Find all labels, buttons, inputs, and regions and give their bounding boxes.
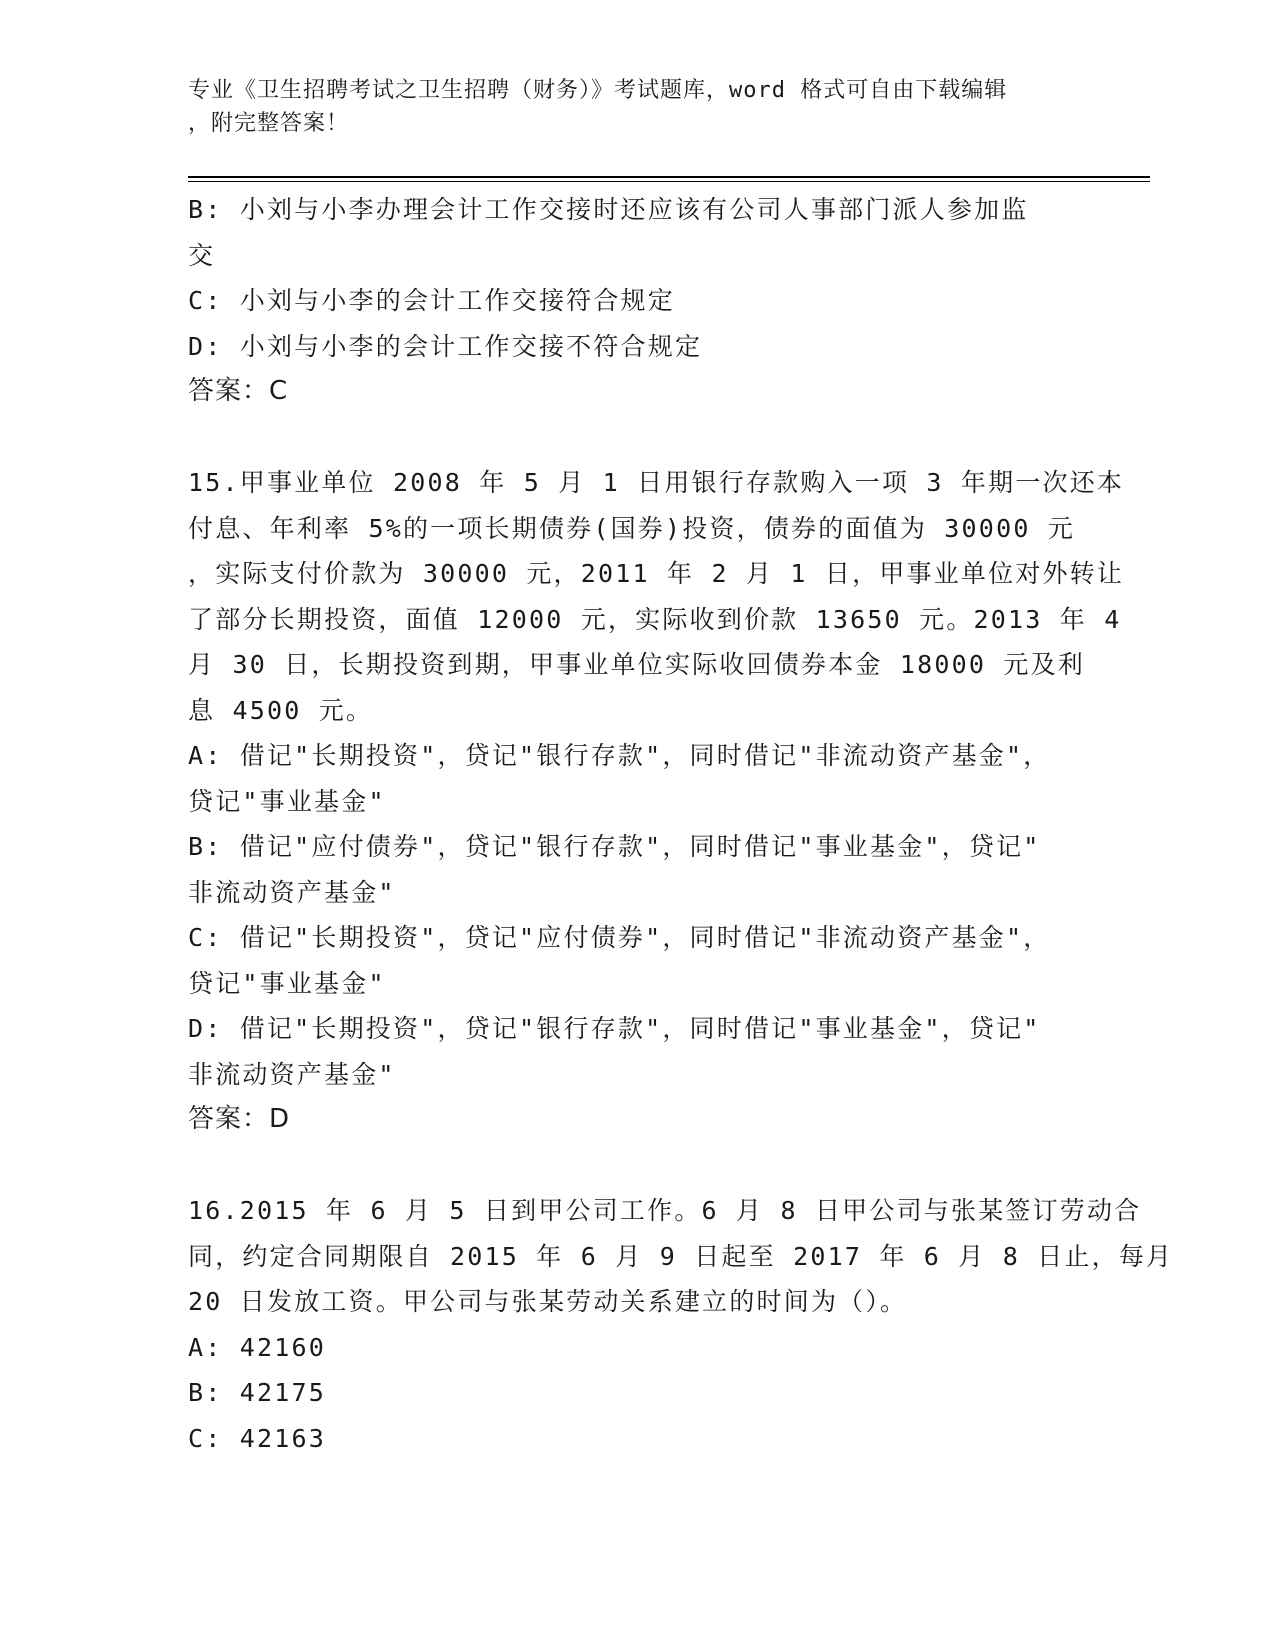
document-body bbox=[188, 187, 1174, 1461]
q15-option-d-line-2: 非流动资产基金" bbox=[188, 1059, 396, 1089]
q14-option-d: D: 小刘与小李的会计工作交接不符合规定 bbox=[188, 331, 703, 361]
q16-stem-line-2: 同，约定合同期限自 2015 年 6 月 9 日起至 2017 年 6 月 8 日止，每月 bbox=[188, 1241, 1174, 1271]
page-header bbox=[188, 74, 1068, 140]
q15-stem-line-4: 了部分长期投资，面值 12000 元，实际收到价款 13650 元。2013 年 4 bbox=[188, 604, 1122, 634]
question-16 bbox=[188, 1188, 1174, 1461]
q15-stem-line-1: 15.甲事业单位 2008 年 5 月 1 日用银行存款购入一项 3 年期一次还本 bbox=[188, 468, 1125, 497]
q16-stem-line-3: 20 日发放工资。甲公司与张某劳动关系建立的时间为（）。 bbox=[188, 1287, 908, 1316]
q15-option-b-line-1: B: 借记"应付债券"，贷记"银行存款"，同时借记"事业基金"，贷记" bbox=[188, 832, 1041, 861]
header-title-line-2: ，附完整答案！ bbox=[188, 111, 350, 136]
q15-option-b-line-2: 非流动资产基金" bbox=[188, 877, 396, 907]
question-15 bbox=[188, 460, 1125, 1143]
q15-option-c-line-2: 贷记"事业基金" bbox=[188, 968, 386, 998]
spacer bbox=[188, 415, 1088, 461]
q15-stem-line-3: ，实际支付价款为 30000 元，2011 年 2 月 1 日，甲事业单位对外转让 bbox=[188, 559, 1125, 588]
q15-option-c-line-1: C: 借记"长期投资"，贷记"应付债券"，同时借记"非流动资产基金"， bbox=[188, 923, 1051, 952]
q15-option-a-line-2: 贷记"事业基金" bbox=[188, 786, 386, 816]
q14-option-c: C: 小刘与小李的会计工作交接符合规定 bbox=[188, 286, 675, 315]
q15-stem-line-5: 月 30 日，长期投资到期，甲事业单位实际收回债券本金 18000 元及利 bbox=[188, 650, 1085, 679]
q15-stem-line-2: 付息、年利率 5%的一项长期债券(国券)投资，债券的面值为 30000 元 bbox=[188, 513, 1076, 543]
q14-option-b-line-1: B: 小刘与小李办理会计工作交接时还应该有公司人事部门派人参加监 bbox=[188, 195, 1029, 224]
q16-option-c: C: 42163 bbox=[188, 1423, 327, 1453]
q16-stem-line-1: 16.2015 年 6 月 5 日到甲公司工作。6 月 8 日甲公司与张某签订劳动合 bbox=[188, 1196, 1142, 1225]
q14-answer: 答案：C bbox=[188, 376, 289, 406]
spacer bbox=[188, 1143, 1088, 1189]
header-title-line-1: 专业《卫生招聘考试之卫生招聘（财务）》考试题库，word 格式可自由下载编辑 bbox=[188, 78, 1008, 103]
q15-answer: 答案：D bbox=[188, 1104, 291, 1134]
q15-option-d-line-1: D: 借记"长期投资"，贷记"银行存款"，同时借记"事业基金"，贷记" bbox=[188, 1014, 1041, 1043]
header-rule-thin bbox=[188, 181, 1150, 182]
q15-option-a-line-1: A: 借记"长期投资"，贷记"银行存款"，同时借记"非流动资产基金"， bbox=[188, 741, 1051, 770]
question-14-tail bbox=[188, 187, 1088, 415]
q15-stem-line-6: 息 4500 元。 bbox=[188, 695, 374, 725]
q16-option-a: A: 42160 bbox=[188, 1332, 327, 1362]
header-rule-thick bbox=[188, 176, 1150, 178]
q16-option-b: B: 42175 bbox=[188, 1378, 327, 1407]
q14-option-b-line-2: 交 bbox=[188, 240, 216, 270]
